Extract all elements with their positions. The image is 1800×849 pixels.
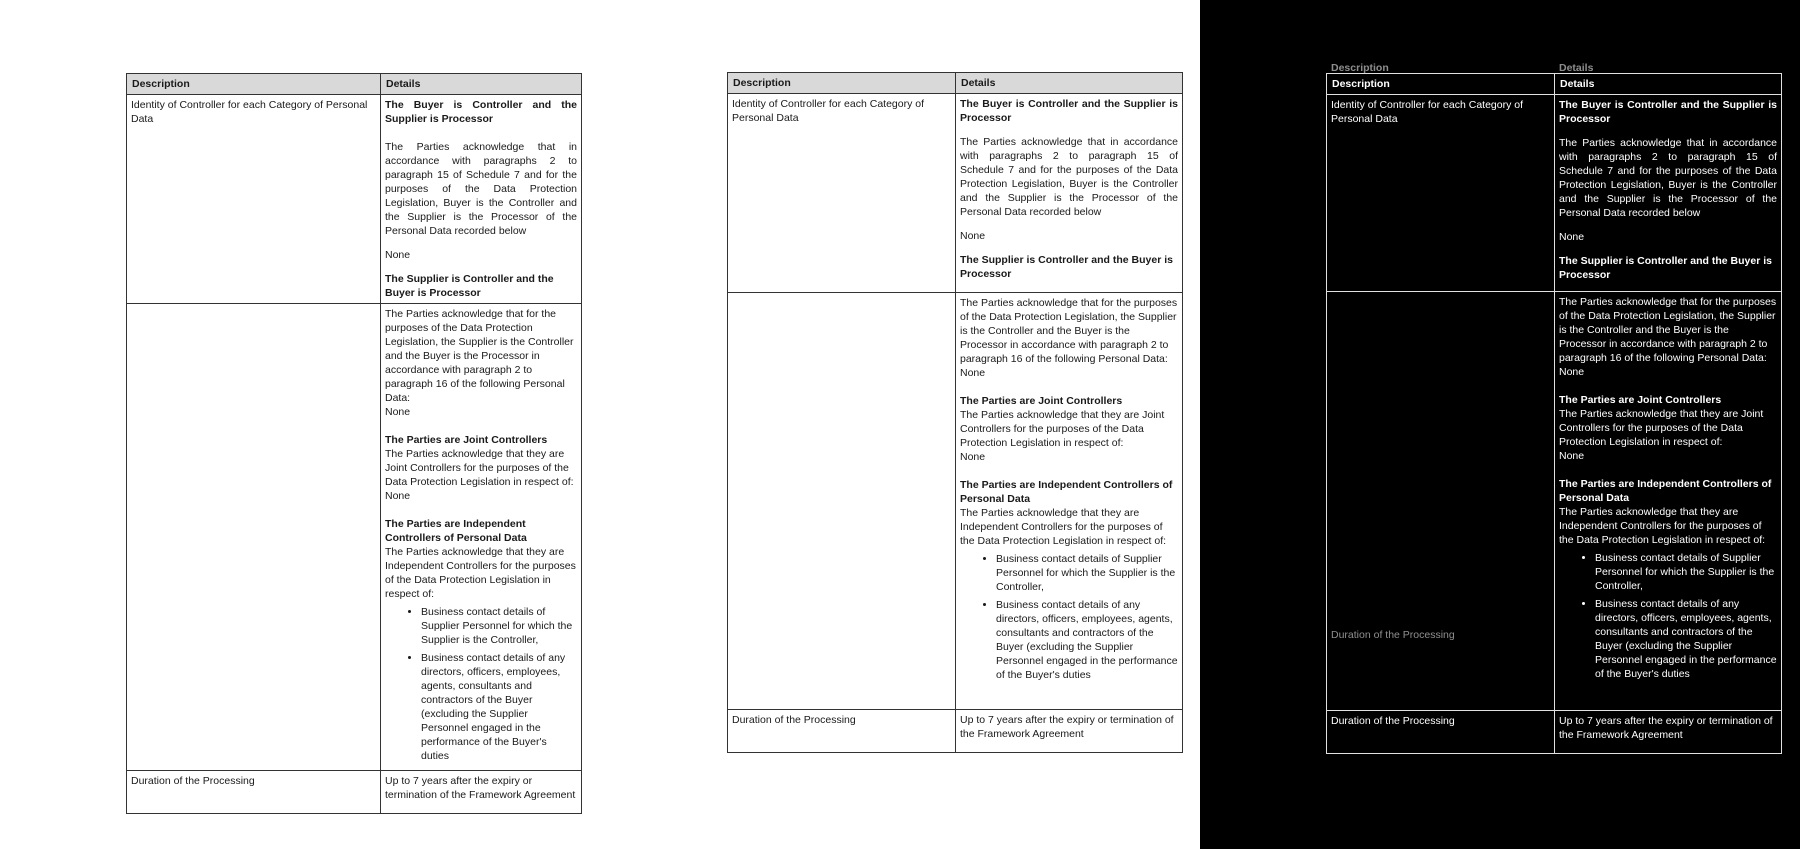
table-row (1327, 292, 1782, 711)
cell-description: Duration of the Processing (127, 771, 381, 814)
cell-details (381, 304, 582, 771)
details-paragraph: The Parties acknowledge that they are Joint Controllers for the purposes of the Data Protection Legislation in respect of: (385, 448, 574, 488)
header-details: Details (1555, 74, 1782, 95)
details-paragraph: The Parties acknowledge that for the purposes of the Data Protection Legislation, the Supplier is the Controller and the Buyer is the Processor in accordance with paragraph 2 to paragraph 16 of the following Personal Data: (960, 297, 1178, 365)
header-details: Details (956, 73, 1183, 94)
bullet-list (960, 552, 1178, 682)
document-diff-overlay (1200, 0, 1800, 849)
cell-details (381, 95, 582, 304)
details-paragraph: The Parties acknowledge that they are Independent Controllers for the purposes of the Data Protection Legislation in respect of: (960, 507, 1167, 547)
bullet-list (385, 605, 577, 763)
details-paragraph: The Parties acknowledge that they are Joint Controllers for the purposes of the Data Protection Legislation in respect of: (960, 409, 1165, 449)
cell-details (956, 94, 1183, 293)
cell-description: Duration of the Processing (728, 710, 956, 753)
list-item: • Business contact details of Supplier Personnel for which the Supplier is the Controller, (421, 605, 577, 647)
details-paragraph: The Parties acknowledge that in accordance with paragraphs 2 to paragraph 15 of Schedule 7 and for the purposes of the Data Protection Legislation, Buyer is the Controller and the Supplier is the Processor of the Personal Data recorded below (385, 141, 577, 237)
cell-description: Identity of Controller for each Category of Personal Data (728, 94, 956, 293)
cell-description-empty (1327, 292, 1555, 711)
details-heading: The Buyer is Controller and the Supplier is Processor (385, 99, 577, 125)
list-item: • Business contact details of any directors, officers, employees, agents, consultants and contractors of the Buyer (excluding the Supplier Personnel engaged in the performance of the Buyer's duties (996, 598, 1178, 682)
details-paragraph: The Parties acknowledge that for the purposes of the Data Protection Legislation, the Supplier is the Controller and the Buyer is the Processor in accordance with paragraph 2 to paragraph 16 of the following Personal Data: (1559, 296, 1777, 364)
details-heading: The Supplier is Controller and the Buyer is Processor (1559, 255, 1772, 281)
details-none: None (385, 406, 411, 418)
table-header-row (127, 74, 582, 95)
header-details: Details (381, 74, 582, 95)
details-paragraph: The Parties acknowledge that they are Independent Controllers for the purposes of the Data Protection Legislation in respect of: (385, 546, 576, 600)
list-item: • Business contact details of Supplier Personnel for which the Supplier is the Controller, (996, 552, 1178, 594)
ghost-duration-label: Duration of the Processing (1331, 629, 1455, 641)
header-description: Description (127, 74, 381, 95)
details-paragraph: The Parties acknowledge that in accordance with paragraphs 2 to paragraph 15 of Schedule 7 and for the purposes of the Data Protection Legislation, Buyer is the Controller and the Supplier is the Processor of the Personal Data recorded below (1559, 137, 1777, 219)
details-heading: The Parties are Independent Controllers of Personal Data (960, 479, 1173, 505)
table-row (1327, 95, 1782, 292)
header-description: Description (728, 73, 956, 94)
details-paragraph: The Parties acknowledge that they are Independent Controllers for the purposes of the Data Protection Legislation in respect of: (1559, 506, 1766, 546)
details-heading: The Supplier is Controller and the Buyer is Processor (385, 273, 554, 299)
cell-details (1555, 292, 1782, 711)
details-heading: The Parties are Independent Controllers of Personal Data (385, 518, 527, 544)
details-none: None (1559, 231, 1585, 243)
document-page-original (0, 0, 600, 849)
table-row (728, 293, 1183, 710)
table-row (127, 95, 582, 304)
table-header-row (728, 73, 1183, 94)
table-row (728, 710, 1183, 753)
cell-details: Up to 7 years after the expiry or termination of the Framework Agreement (1555, 711, 1782, 754)
cell-description: Duration of the Processing (1327, 711, 1555, 754)
cell-details: Up to 7 years after the expiry or termination of the Framework Agreement (381, 771, 582, 814)
details-heading: The Parties are Joint Controllers (960, 395, 1123, 407)
cell-description-empty (728, 293, 956, 710)
details-none: None (960, 230, 986, 242)
list-item: • Business contact details of any directors, officers, employees, agents, consultants and contractors of the Buyer (excluding the Supplier Personnel engaged in the performance of the Buyer's duties (1595, 597, 1777, 681)
document-page-rendered (600, 0, 1200, 849)
list-item: • Business contact details of Supplier Personnel for which the Supplier is the Controller, (1595, 551, 1777, 593)
table-row (127, 771, 582, 814)
ghost-header-details: Details (1559, 62, 1594, 74)
cell-details (956, 293, 1183, 710)
details-paragraph: The Parties acknowledge that they are Joint Controllers for the purposes of the Data Protection Legislation in respect of: (1559, 408, 1764, 448)
list-item: • Business contact details of any directors, officers, employees, agents, consultants and contractors of the Buyer (excluding the Supplier Personnel engaged in the performance of the Buyer's duties (421, 651, 577, 763)
data-processing-table-overlay (1326, 73, 1782, 754)
details-paragraph: The Parties acknowledge that in accordance with paragraphs 2 to paragraph 15 of Schedule 7 and for the purposes of the Data Protection Legislation, Buyer is the Controller and the Supplier is the Processor of the Personal Data recorded below (960, 136, 1178, 218)
data-processing-table (727, 72, 1183, 753)
details-none: None (960, 451, 986, 463)
table-row (127, 304, 582, 771)
details-heading: The Buyer is Controller and the Supplier is Processor (1559, 99, 1777, 125)
details-none: None (1559, 366, 1585, 378)
details-heading: The Parties are Independent Controllers of Personal Data (1559, 478, 1772, 504)
bullet-list (1559, 551, 1777, 681)
details-none: None (385, 249, 411, 261)
details-paragraph: The Parties acknowledge that for the purposes of the Data Protection Legislation, the Supplier is the Controller and the Buyer is the Processor in accordance with paragraph 2 to paragraph 16 of the following Personal Data: (385, 308, 574, 404)
details-heading: The Supplier is Controller and the Buyer is Processor (960, 254, 1173, 280)
cell-description: Identity of Controller for each Category of Personal Data (127, 95, 381, 304)
details-none: None (960, 367, 986, 379)
cell-details: Up to 7 years after the expiry or termination of the Framework Agreement (956, 710, 1183, 753)
table-header-row (1327, 74, 1782, 95)
details-heading: The Parties are Joint Controllers (1559, 394, 1722, 406)
cell-description: Identity of Controller for each Category of Personal Data (1327, 95, 1555, 292)
cell-details (1555, 95, 1782, 292)
details-none: None (385, 490, 411, 502)
ghost-header-description: Description (1331, 62, 1389, 74)
details-heading: The Parties are Joint Controllers (385, 434, 548, 446)
data-processing-table (126, 73, 582, 814)
table-row (1327, 711, 1782, 754)
header-description: Description (1327, 74, 1555, 95)
table-row (728, 94, 1183, 293)
details-none: None (1559, 450, 1585, 462)
cell-description-empty (127, 304, 381, 771)
details-heading: The Buyer is Controller and the Supplier is Processor (960, 98, 1178, 124)
